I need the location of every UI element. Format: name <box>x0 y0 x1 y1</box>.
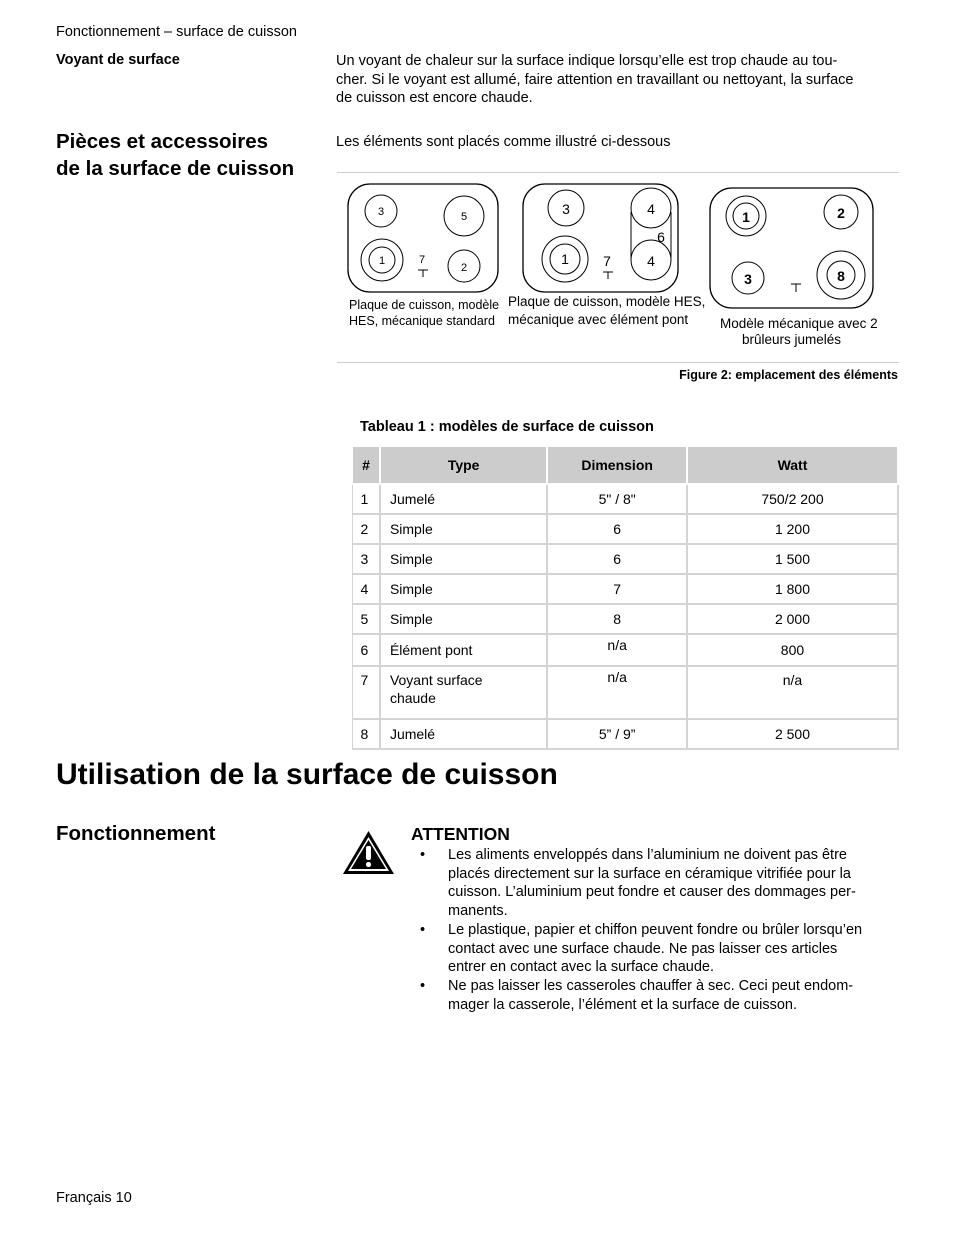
column-header-type: Type <box>380 446 547 484</box>
table-row <box>352 666 898 719</box>
warning-list <box>420 846 900 1014</box>
figure-caption-line: mécanique avec élément pont <box>508 312 689 327</box>
cell-watt: 1 800 <box>687 574 898 604</box>
indicator-number: 7 <box>418 254 426 266</box>
figure-caption-line: Plaque de cuisson, modèle HES, <box>508 294 706 309</box>
element-number: 4 <box>647 253 655 269</box>
figure-caption-line: Modèle mécanique avec 2 <box>720 316 878 331</box>
cell-type: Simple <box>380 514 547 544</box>
bullet-text <box>448 846 900 921</box>
pieces-heading-line: Pièces et accessoires <box>56 130 268 153</box>
column-header-watt: Watt <box>687 446 898 484</box>
cell-watt: 800 <box>687 634 898 666</box>
cell-watt: 2 500 <box>687 719 898 749</box>
bullet-marker: • <box>420 977 426 994</box>
element-number: 6 <box>657 229 665 245</box>
element-number: 3 <box>744 271 752 287</box>
element-number: 1 <box>561 251 569 267</box>
table-row <box>352 719 898 749</box>
cell-watt: 1 200 <box>687 514 898 544</box>
column-header-number: # <box>352 446 380 484</box>
cooktop-panel-bridge <box>508 184 705 327</box>
bullet-text <box>448 977 900 1014</box>
element-number: 2 <box>837 205 845 221</box>
cooktop-panel-dual <box>710 188 878 347</box>
figure-caption-line: Plaque de cuisson, modèle <box>349 298 500 312</box>
cell-type <box>380 666 547 719</box>
element-number: 3 <box>562 201 570 217</box>
table-row <box>352 514 898 544</box>
indicator-number: 7 <box>603 253 611 269</box>
element-number: 2 <box>460 262 468 274</box>
cell-type: Simple <box>380 544 547 574</box>
warning-icon <box>341 829 396 876</box>
bullet-line: mager la casserole, l’élément et la surface de cuisson. <box>448 996 797 1013</box>
cell-type-line: chaude <box>389 690 436 706</box>
cell-type: Élément pont <box>380 634 547 666</box>
table-row <box>352 574 898 604</box>
bullet-marker: • <box>420 847 426 863</box>
cell-number: 5 <box>352 604 380 634</box>
cell-type-line: Voyant surface <box>389 672 483 688</box>
cell-number: 7 <box>352 666 380 719</box>
pieces-heading <box>56 128 326 182</box>
cell-type: Jumelé <box>380 719 547 749</box>
figure-top-rule <box>337 172 899 173</box>
cell-dimension: n/a <box>547 634 687 666</box>
voyant-description <box>336 52 901 108</box>
cell-type: Simple <box>380 604 547 634</box>
pieces-intro: Les éléments sont placés comme illustré ci-dessous <box>336 134 671 150</box>
cooktop-panel-standard <box>348 184 499 328</box>
cell-dimension: 8 <box>547 604 687 634</box>
bullet-line: entrer en contact avec la surface chaude. <box>448 959 714 976</box>
element-number: 3 <box>377 206 385 218</box>
cell-number: 1 <box>352 484 380 514</box>
section-label-voyant: Voyant de surface <box>56 52 180 68</box>
cell-number: 3 <box>352 544 380 574</box>
cooktop-outline <box>710 188 873 308</box>
cell-watt: 750/2 200 <box>687 484 898 514</box>
bullet-text <box>448 921 900 977</box>
table-row <box>352 634 898 666</box>
list-item <box>420 846 900 921</box>
voyant-line: Un voyant de chaleur sur la surface indique lorsqu’elle est trop chaude au tou- <box>336 53 838 69</box>
cell-dimension: 6 <box>547 514 687 544</box>
element-number: 8 <box>837 268 845 284</box>
bullet-line: Les aliments enveloppés dans l’aluminium ne doivent pas être <box>448 847 847 863</box>
bullet-line: placés directement sur la surface en céramique vitrifiée pour la <box>448 865 851 882</box>
bullet-line: Ne pas laisser les casseroles chauffer à sec. Ceci peut endom- <box>448 977 854 994</box>
voyant-line: cher. Si le voyant est allumé, faire attention en travaillant ou nettoyant, la surface <box>336 71 854 88</box>
cell-dimension: 7 <box>547 574 687 604</box>
cell-dimension: 6 <box>547 544 687 574</box>
element-number: 5 <box>460 211 468 223</box>
element-number: 4 <box>647 201 655 217</box>
cell-number: 2 <box>352 514 380 544</box>
section-title: Utilisation de la surface de cuisson <box>56 758 558 791</box>
figure-caption: Figure 2: emplacement des éléments <box>679 368 898 382</box>
table-row <box>352 604 898 634</box>
cell-number: 4 <box>352 574 380 604</box>
running-header: Fonctionnement – surface de cuisson <box>56 24 297 40</box>
cell-number: 8 <box>352 719 380 749</box>
table-title: Tableau 1 : modèles de surface de cuisson <box>360 419 654 435</box>
table-header-row <box>352 446 898 484</box>
cell-dimension: n/a <box>547 666 687 719</box>
cell-watt: 1 500 <box>687 544 898 574</box>
voyant-line: de cuisson est encore chaude. <box>336 90 533 106</box>
bullet-line: manents. <box>448 903 508 920</box>
column-header-dimension: Dimension <box>547 446 687 484</box>
bullet-marker: • <box>420 921 426 938</box>
element-number: 1 <box>378 255 386 267</box>
bullet-line: contact avec une surface chaude. Ne pas laisser ces articles <box>448 940 838 957</box>
fonctionnement-heading: Fonctionnement <box>56 822 216 845</box>
figure-caption-line: HES, mécanique standard <box>349 314 495 328</box>
table-row <box>352 544 898 574</box>
models-table <box>351 445 899 750</box>
table-row <box>352 484 898 514</box>
cooktop-layout-figure <box>337 178 899 358</box>
attention-label: ATTENTION <box>411 824 510 844</box>
list-item <box>420 921 900 977</box>
bullet-line: cuisson. L’aluminium peut fondre et causer des dommages per- <box>448 884 856 901</box>
cell-dimension: 5” / 9” <box>547 719 687 749</box>
figure-bottom-rule <box>337 362 899 363</box>
figure-caption-line: brûleurs jumelés <box>742 332 842 347</box>
cell-watt: n/a <box>687 666 898 719</box>
bullet-line: Le plastique, papier et chiffon peuvent fondre ou brûler lorsqu’en <box>448 921 863 938</box>
pieces-heading-line: de la surface de cuisson <box>56 157 295 180</box>
cell-type: Simple <box>380 574 547 604</box>
element-number: 1 <box>742 209 750 225</box>
cell-watt: 2 000 <box>687 604 898 634</box>
cell-number: 6 <box>352 634 380 666</box>
cell-type: Jumelé <box>380 484 547 514</box>
cell-dimension: 5" / 8" <box>547 484 687 514</box>
page-footer: Français 10 <box>56 1190 132 1206</box>
list-item <box>420 977 900 1014</box>
